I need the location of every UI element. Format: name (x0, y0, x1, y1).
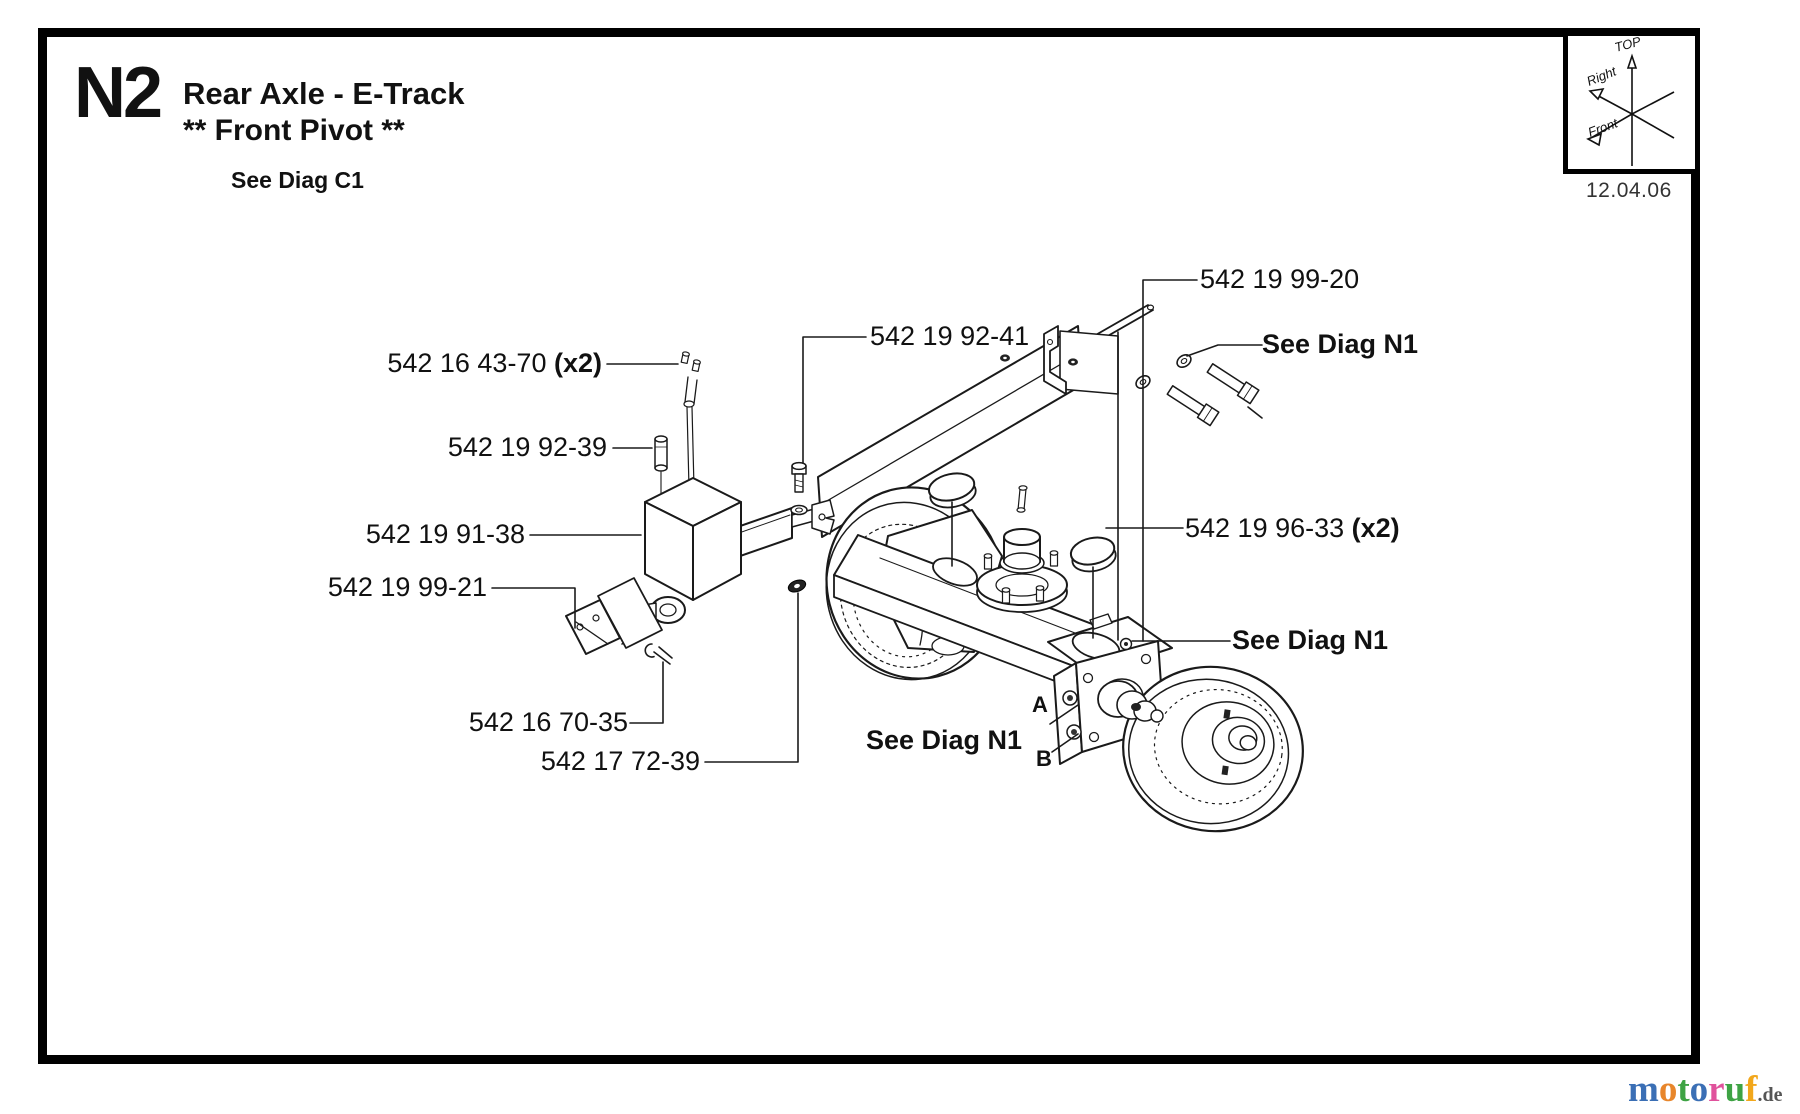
part-label-542-17-72-39: 542 17 72-39 (540, 746, 700, 776)
logo-suffix: .de (1757, 1084, 1783, 1106)
part-label-542-16-43-70: 542 16 43-70 (x2) (387, 348, 602, 378)
part-label-542-19-91-38: 542 19 91-38 (365, 519, 525, 549)
part-label-542-19-92-41: 542 19 92-41 (870, 321, 1030, 351)
logo-letter: r (1708, 1069, 1725, 1110)
page-title: Rear Axle - E-Track (183, 76, 465, 111)
port-label-b: B (1036, 746, 1052, 771)
pivot-screw (791, 463, 807, 515)
coupling-fitting (1121, 639, 1132, 650)
lock-washer (787, 578, 808, 594)
axis-label-right: Right (1584, 63, 1619, 89)
logo-letter: o (1689, 1069, 1709, 1110)
part-label-542-19-96-33: 542 19 96-33 (x2) (1185, 513, 1400, 543)
logo-letter: t (1677, 1069, 1690, 1110)
section-code: N2 (74, 53, 161, 133)
axis-label-front: Front (1585, 115, 1620, 140)
see-diag-n1-ref-bottom: See Diag N1 (866, 725, 1023, 755)
revision-date: 12.04.06 (1586, 179, 1672, 202)
part-label-542-19-99-21: 542 19 99-21 (327, 572, 487, 602)
motoruf-logo[interactable] (1628, 1068, 1783, 1111)
see-diag-n1-ref-mid: See Diag N1 (1232, 625, 1389, 655)
orientation-axes-icon (1568, 36, 1695, 169)
bolt-icon (1166, 383, 1219, 425)
logo-letter: u (1724, 1069, 1746, 1110)
orientation-cube (1563, 31, 1700, 174)
logo-letter: m (1628, 1069, 1659, 1110)
floating-stud (1017, 486, 1027, 512)
part-label-542-16-70-35: 542 16 70-35 (468, 707, 628, 737)
see-diag-n1-ref-top: See Diag N1 (1262, 329, 1419, 359)
pivot-bracket (566, 578, 662, 654)
page-subtitle: ** Front Pivot ** (183, 114, 405, 147)
part-label-542-19-92-39: 542 19 92-39 (447, 432, 607, 462)
cotter-pin (645, 644, 672, 664)
see-diag-c1-ref: See Diag C1 (231, 167, 364, 193)
port-label-a: A (1032, 692, 1048, 717)
hydraulic-port-a (1063, 691, 1077, 705)
logo-letter: f (1745, 1069, 1758, 1110)
part-label-542-19-99-20: 542 19 99-20 (1200, 264, 1360, 294)
axis-label-top: TOP (1612, 36, 1643, 55)
mounting-bolts (1134, 352, 1259, 425)
logo-letter: o (1658, 1069, 1678, 1110)
bolt-icon (1206, 361, 1259, 403)
